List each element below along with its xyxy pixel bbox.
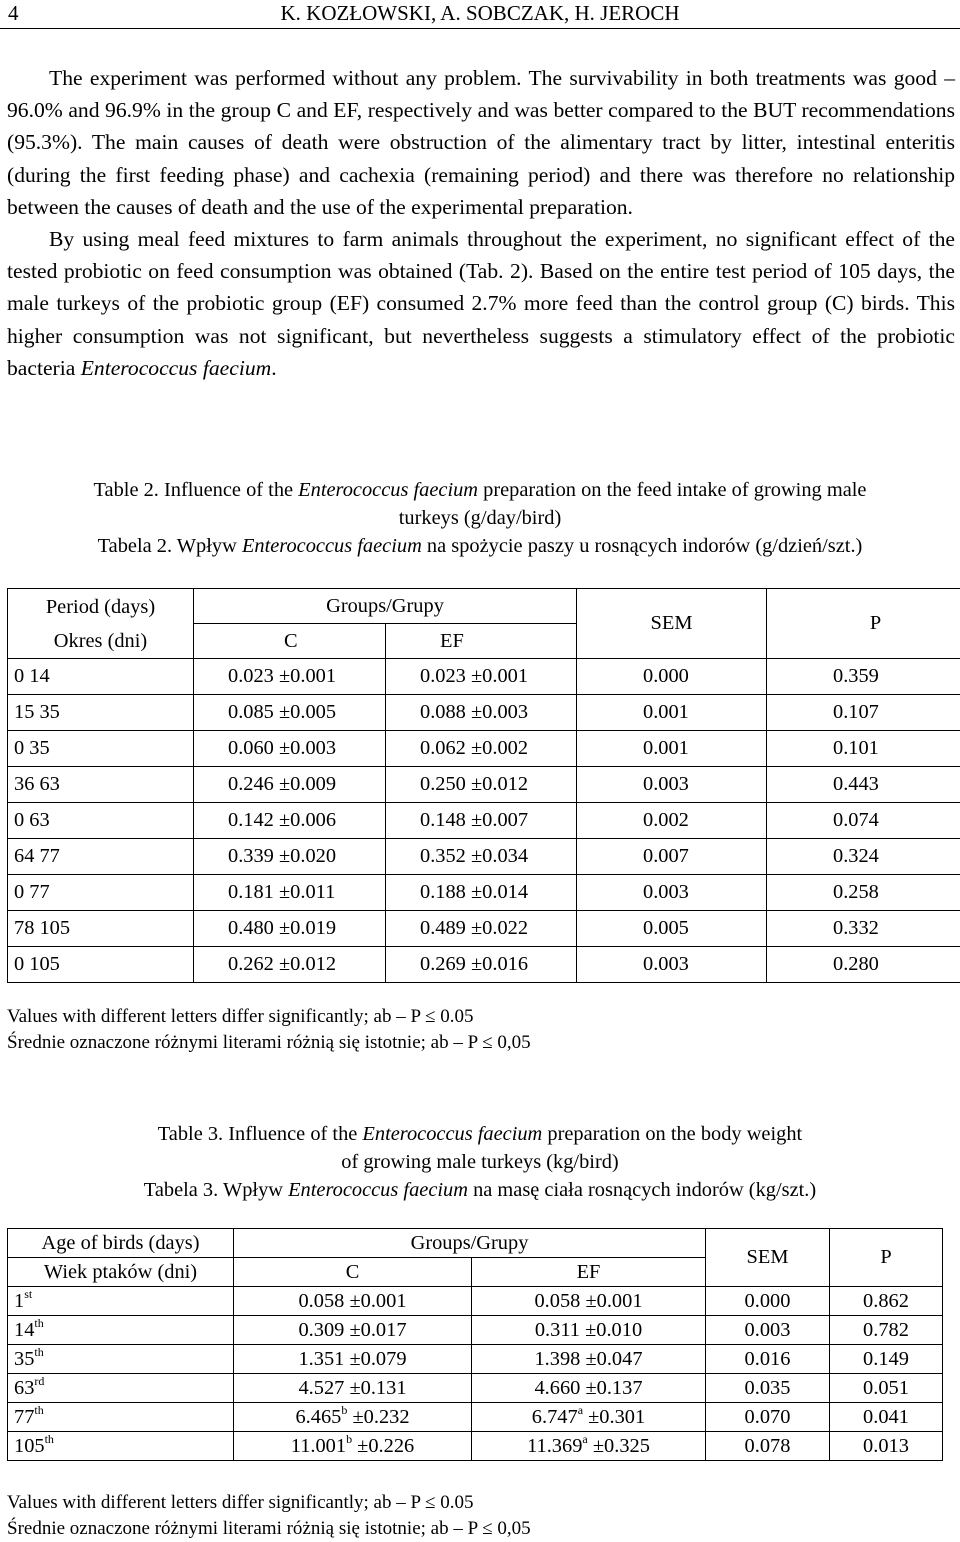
cell-sem: 0.002 (577, 803, 767, 839)
table-row (8, 1287, 943, 1316)
age-ordinal: th (34, 1402, 44, 1417)
table2-caption-en (0, 476, 960, 504)
cell-c (234, 1316, 472, 1345)
cell-age (8, 1374, 234, 1403)
ef-mean: 11.369 (527, 1434, 583, 1457)
cell-p: 0.258 (767, 875, 960, 911)
age-value: 63 (14, 1376, 35, 1399)
cell-c: 0.023 ±0.001 (194, 659, 386, 695)
cell-period: 0 14 (8, 659, 194, 695)
table3-caption (0, 1120, 960, 1204)
table-row (8, 1432, 943, 1461)
cell-ef: 0.088 ±0.003 (386, 695, 577, 731)
caption-text: na masę ciała rosnących indorów (kg/szt.) (467, 1179, 817, 1201)
cell-period: 0 35 (8, 731, 194, 767)
age-ordinal: rd (34, 1373, 45, 1388)
age-value: 1 (14, 1289, 25, 1312)
age-value: 35 (14, 1347, 35, 1370)
cell-period: 0 105 (8, 947, 194, 983)
c-mean: 4.527 ±0.131 (298, 1376, 407, 1399)
cell-ef: 0.188 ±0.014 (386, 875, 577, 911)
table-row (8, 767, 960, 803)
cell-ef (472, 1403, 706, 1432)
age-ordinal: st (24, 1286, 33, 1301)
ef-mean: 0.311 ±0.010 (534, 1318, 643, 1341)
table-row (8, 911, 960, 947)
cell-period: 64 77 (8, 839, 194, 875)
table2-feed-intake (7, 588, 960, 983)
cell-p: 0.324 (767, 839, 960, 875)
table3-note-pl: Średnie oznaczone różnymi literami różnią się istotnie; ab – P ≤ 0,05 (7, 1518, 531, 1539)
table3-caption-en-line2: of growing male turkeys (kg/bird) (341, 1151, 619, 1173)
ef-mean: 1.398 ±0.047 (534, 1347, 643, 1370)
table3-caption-pl (0, 1176, 960, 1204)
cell-c (234, 1432, 472, 1461)
header-sem: SEM (577, 589, 767, 659)
c-mean: 1.351 ±0.079 (298, 1347, 407, 1370)
header-groups: Groups/Grupy (234, 1229, 706, 1258)
cell-c (234, 1403, 472, 1432)
body-text (7, 62, 955, 384)
ef-mean: 0.058 ±0.001 (534, 1289, 643, 1312)
cell-sem: 0.001 (577, 731, 767, 767)
cell-age (8, 1345, 234, 1374)
cell-c (234, 1374, 472, 1403)
cell-p: 0.359 (767, 659, 960, 695)
caption-text: Table 2. Influence of the (93, 479, 299, 501)
ef-sd: ±0.325 (587, 1434, 650, 1457)
species-name: Enterococcus faecium (362, 1123, 543, 1145)
cell-c: 0.181 ±0.011 (194, 875, 386, 911)
cell-age (8, 1316, 234, 1345)
age-value: 105 (14, 1434, 45, 1457)
ef-mean: 4.660 ±0.137 (534, 1376, 643, 1399)
cell-sem: 0.007 (577, 839, 767, 875)
age-ordinal: th (34, 1344, 44, 1359)
cell-sem: 0.016 (706, 1345, 830, 1374)
species-name: Enterococcus faecium (241, 535, 422, 557)
paragraph-end: . (271, 355, 277, 380)
table-row (8, 1403, 943, 1432)
cell-p: 0.149 (830, 1345, 943, 1374)
header-ef: EF (472, 1258, 706, 1287)
cell-sem: 0.003 (577, 767, 767, 803)
cell-period: 15 35 (8, 695, 194, 731)
page-number: 4 (8, 1, 19, 25)
caption-text: preparation on the feed intake of growing male (478, 479, 867, 501)
table-row (8, 803, 960, 839)
cell-sem: 0.005 (577, 911, 767, 947)
c-sd: ±0.232 (347, 1405, 410, 1428)
ef-mean: 6.747 (531, 1405, 578, 1428)
header-age-pl: Wiek ptaków (dni) (8, 1258, 234, 1287)
cell-sem: 0.070 (706, 1403, 830, 1432)
header-groups: Groups/Grupy (194, 589, 577, 624)
cell-c: 0.246 ±0.009 (194, 767, 386, 803)
running-header (0, 0, 960, 29)
c-sd: ±0.226 (352, 1434, 415, 1457)
table2-caption-en-line2: turkeys (g/day/bird) (398, 507, 562, 529)
table-row (8, 695, 960, 731)
cell-c: 0.480 ±0.019 (194, 911, 386, 947)
c-mean: 6.465 (295, 1405, 342, 1428)
cell-p: 0.013 (830, 1432, 943, 1461)
cell-sem: 0.003 (577, 947, 767, 983)
cell-c: 0.262 ±0.012 (194, 947, 386, 983)
table3-note-en: Values with different letters differ significantly; ab – P ≤ 0.05 (7, 1492, 474, 1513)
cell-sem: 0.000 (706, 1287, 830, 1316)
cell-c (234, 1287, 472, 1316)
table2-header-row (8, 589, 960, 624)
caption-text: Tabela 3. Wpływ (143, 1179, 289, 1201)
age-ordinal: th (34, 1315, 44, 1330)
cell-sem: 0.000 (577, 659, 767, 695)
ef-sd: ±0.301 (583, 1405, 646, 1428)
cell-ef (472, 1432, 706, 1461)
species-name: Enterococcus faecium (288, 1179, 468, 1201)
table2-caption-pl (0, 532, 960, 560)
c-significance-letter: b (341, 1402, 348, 1417)
table-row (8, 1316, 943, 1345)
cell-ef: 0.489 ±0.022 (386, 911, 577, 947)
cell-period: 36 63 (8, 767, 194, 803)
species-name: Enterococcus faecium (298, 479, 479, 501)
cell-sem: 0.001 (577, 695, 767, 731)
table2-caption (0, 476, 960, 560)
cell-ef (472, 1345, 706, 1374)
cell-ef: 0.023 ±0.001 (386, 659, 577, 695)
cell-ef (472, 1374, 706, 1403)
age-value: 77 (14, 1405, 35, 1428)
c-mean: 11.001 (290, 1434, 347, 1457)
header-period-en: Period (days) (45, 595, 156, 618)
header-sem: SEM (706, 1229, 830, 1287)
cell-c: 0.060 ±0.003 (194, 731, 386, 767)
cell-ef (472, 1287, 706, 1316)
age-value: 14 (14, 1318, 35, 1341)
c-mean: 0.058 ±0.001 (298, 1289, 407, 1312)
table-row (8, 731, 960, 767)
header-period-pl: Okres (dni) (53, 629, 148, 652)
cell-c: 0.142 ±0.006 (194, 803, 386, 839)
cell-period: 78 105 (8, 911, 194, 947)
cell-age (8, 1403, 234, 1432)
table3-body-weight (7, 1228, 943, 1461)
header-p: P (830, 1229, 943, 1287)
cell-ef: 0.269 ±0.016 (386, 947, 577, 983)
caption-text: na spożycie paszy u rosnących indorów (g/dzień/szt.) (421, 535, 863, 557)
paragraph-feed-consumption (7, 223, 955, 384)
cell-p: 0.443 (767, 767, 960, 803)
cell-period: 0 77 (8, 875, 194, 911)
cell-p: 0.074 (767, 803, 960, 839)
ef-significance-letter: a (582, 1431, 588, 1446)
cell-ef: 0.062 ±0.002 (386, 731, 577, 767)
header-c: C (234, 1258, 472, 1287)
caption-text: Tabela 2. Wpływ (97, 535, 242, 557)
c-significance-letter: b (346, 1431, 353, 1446)
cell-c: 0.085 ±0.005 (194, 695, 386, 731)
cell-sem: 0.035 (706, 1374, 830, 1403)
cell-sem: 0.003 (706, 1316, 830, 1345)
table-row (8, 1374, 943, 1403)
cell-p: 0.041 (830, 1403, 943, 1432)
ef-significance-letter: a (577, 1402, 584, 1417)
table2-note-pl: Średnie oznaczone różnymi literami różnią się istotnie; ab – P ≤ 0,05 (7, 1032, 531, 1053)
table2-note-en: Values with different letters differ significantly; ab – P ≤ 0.05 (7, 1006, 474, 1027)
cell-age (8, 1287, 234, 1316)
table-row (8, 947, 960, 983)
table-row (8, 659, 960, 695)
c-mean: 0.309 ±0.017 (298, 1318, 407, 1341)
caption-text: preparation on the body weight (542, 1123, 803, 1145)
paragraph-survivability: The experiment was performed without any problem. The survivability in both treatments was good – 96.0% and 96.9% in the group C and EF, respectively and was better compared to the BUT recommendations (95.3%). The main causes of death were obstruction of the alimentary tract by litter, intestinal enteritis (during the first feeding phase) and cachexia (remaining period) and there was therefore no relationship between the causes of death and the use of the experimental preparation. (7, 66, 955, 219)
table-row (8, 839, 960, 875)
cell-sem: 0.003 (577, 875, 767, 911)
table3-caption-en (0, 1120, 960, 1148)
cell-p: 0.332 (767, 911, 960, 947)
paragraph-feed-consumption-text: By using meal feed mixtures to farm animals throughout the experiment, no significant effect of the tested probiotic on feed consumption was obtained (Tab. 2). Based on the entire test period of 105 days, the male turkeys of the probiotic group (EF) consumed 2.7% more feed than the control group (C) birds. This higher consumption was not significant, but nevertheless suggests a stimulatory effect of the probiotic bacteria (7, 227, 955, 380)
cell-sem: 0.078 (706, 1432, 830, 1461)
cell-ef: 0.250 ±0.012 (386, 767, 577, 803)
cell-ef (472, 1316, 706, 1345)
running-header-authors: K. KOZŁOWSKI, A. SOBCZAK, H. JEROCH (280, 1, 680, 25)
cell-p: 0.280 (767, 947, 960, 983)
cell-c (234, 1345, 472, 1374)
cell-p: 0.101 (767, 731, 960, 767)
table-row (8, 875, 960, 911)
header-ef: EF (386, 624, 577, 659)
cell-ef: 0.352 ±0.034 (386, 839, 577, 875)
cell-p: 0.862 (830, 1287, 943, 1316)
cell-p: 0.107 (767, 695, 960, 731)
caption-text: Table 3. Influence of the (157, 1123, 363, 1145)
header-period (8, 589, 194, 659)
cell-p: 0.051 (830, 1374, 943, 1403)
header-age-en: Age of birds (days) (8, 1229, 234, 1258)
cell-age (8, 1432, 234, 1461)
cell-ef: 0.148 ±0.007 (386, 803, 577, 839)
cell-period: 0 63 (8, 803, 194, 839)
table3-header-row (8, 1229, 943, 1258)
header-c: C (194, 624, 386, 659)
header-p: P (767, 589, 960, 659)
cell-p: 0.782 (830, 1316, 943, 1345)
table-row (8, 1345, 943, 1374)
cell-c: 0.339 ±0.020 (194, 839, 386, 875)
age-ordinal: th (44, 1431, 54, 1446)
species-name: Enterococcus faecium (80, 355, 272, 380)
